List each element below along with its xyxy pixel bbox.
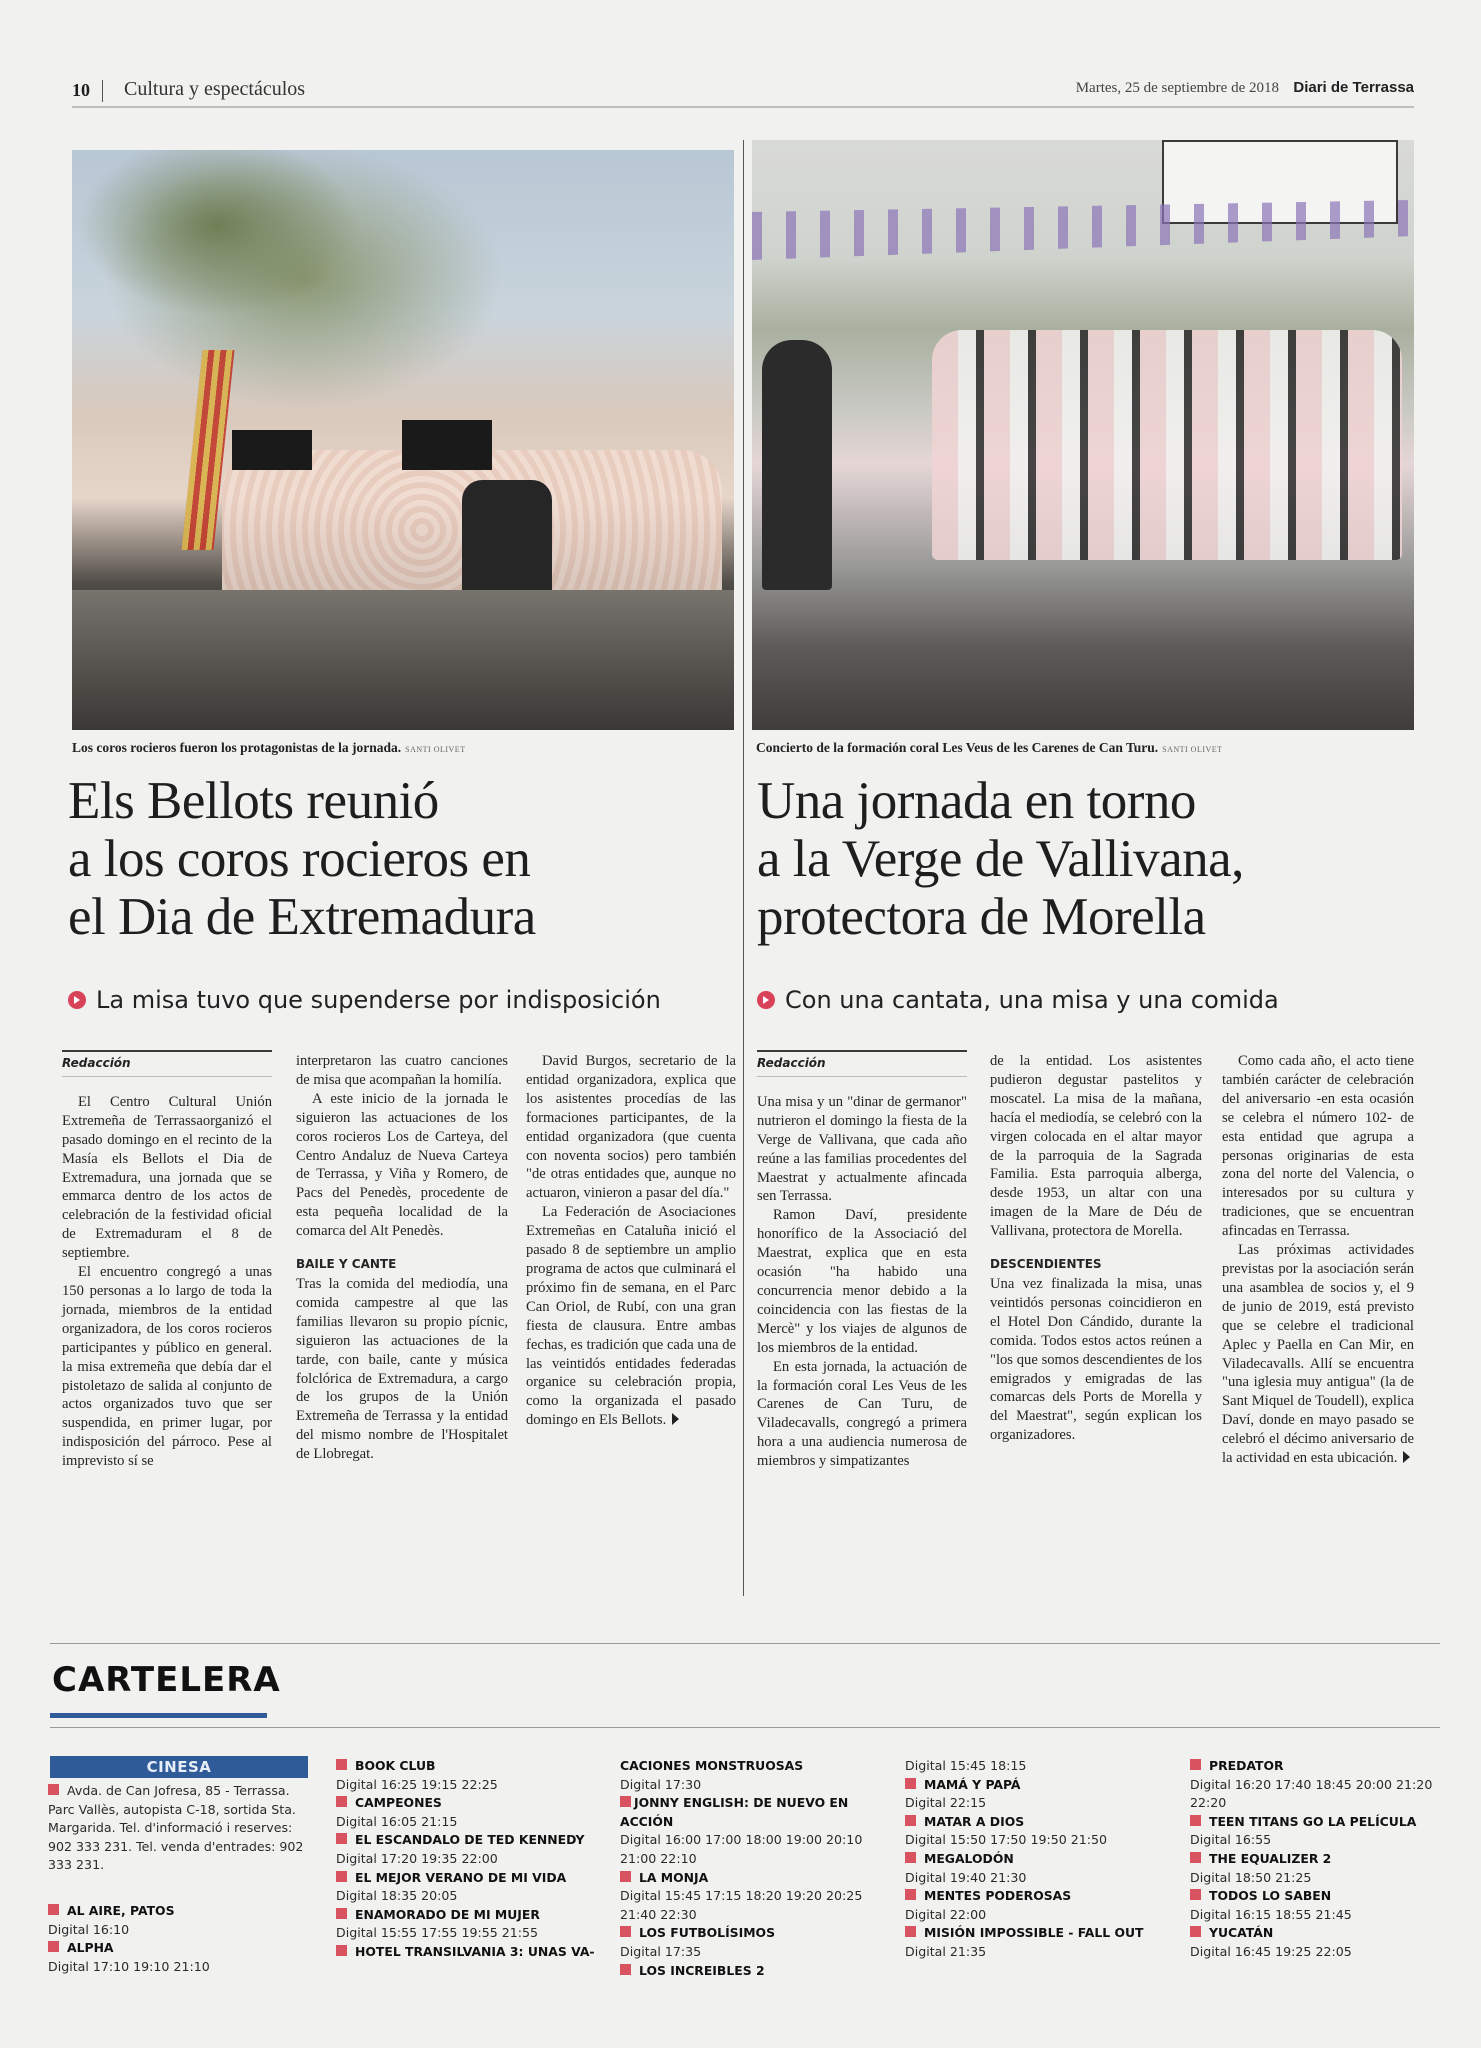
deck-article-2: Con una cantata, una misa y una comida [757, 986, 1279, 1014]
bullet-square-icon [1190, 1926, 1201, 1937]
film-entry: LOS INCREIBLES 2 [620, 1962, 890, 1981]
bullet-square-icon [1190, 1852, 1201, 1863]
film-entry: CACIONES MONSTRUOSAS Digital 17:30 [620, 1758, 804, 1792]
film-entry: MEGALODÓN Digital 19:40 21:30 [905, 1850, 1027, 1885]
photo-conductor [762, 340, 832, 590]
film-entry: TEEN TITANS GO LA PELÍCULA Digital 16:55 [1190, 1813, 1417, 1848]
bullet-square-icon [336, 1759, 347, 1770]
bullet-square-icon [905, 1926, 916, 1937]
photo-credit: SANTI OLIVET [1162, 745, 1223, 754]
headline-article-2: Una jornada en torno a la Verge de Vallivana, protectora de Morella [757, 772, 1244, 946]
bullet-square-icon [1190, 1759, 1201, 1770]
cinema-name-banner: CINESA [50, 1756, 308, 1778]
film-entry: ALPHA Digital 17:10 19:10 21:10 [48, 1940, 210, 1974]
bullet-square-icon [336, 1833, 347, 1844]
header-separator [102, 80, 103, 102]
cinema-address: Avda. de Can Jofresa, 85 - Terrassa. Parc Vallès, autopista C-18, sortida Sta. Margarida. Tel. d'informació i reserves: 902 333 231. Tel. venda d'entrades: 902 333 231. [48, 1783, 304, 1873]
photo-coros-rocieros [72, 150, 734, 730]
film-entry: AL AIRE, PATOS Digital 16:10 [48, 1902, 175, 1937]
page-header [72, 78, 1414, 106]
film-entry: YUCATÁN Digital 16:45 19:25 22:05 [1190, 1925, 1352, 1959]
byline-rule [62, 1050, 272, 1052]
film-entry: TODOS LO SABEN Digital 16:15 18:55 21:45 [1190, 1888, 1352, 1922]
cartelera-column-5 [1190, 1757, 1440, 1962]
film-entry: HOTEL TRANSILVANIA 3: UNAS VA- [336, 1943, 606, 1962]
bullet-square-icon [48, 1941, 59, 1952]
headline-article-1: Els Bellots reunió a los coros rocieros en el Dia de Extremadura [68, 772, 536, 946]
photo-caption-1: Los coros rocieros fueron los protagonistas de la jornada. SANTI OLIVET [72, 740, 466, 755]
bullet-square-icon [905, 1815, 916, 1826]
paragraph: Tras la comida del mediodía, una comida campestre al que las familias llevaron su propio pícnic, siguieron las actuaciones de la tarde, con baile, cante y música folclórica de Extremadura, a cargo de los grupos de la Unión Extremeña de Terrassa y la entidad del mismo nombre de l'Hospitalet de Llobregat. [296, 1275, 508, 1463]
article-1-column-3 [526, 1052, 736, 1430]
cartelera-top-rule [50, 1643, 1440, 1644]
film-entry: LA MONJA Digital 15:45 17:15 18:20 19:20 20:25 21:40 22:30 [620, 1869, 863, 1922]
column-divider [743, 140, 744, 1596]
paragraph: Las próximas actividades previstas por la asociación serán una asamblea de socios y, el 9 de junio de 2019, está previsto que se celebre el tradicional Aplec y Paella en Can Mir, en Viladecavalls. Allí se encuentra "una iglesia muy antigua" (la de Sant Miquel de Toudell), explica Daví, donde en mayo pasado se celebró el décimo aniversario de la actividad en esta ubicación. [1222, 1242, 1414, 1467]
article-1-column-1 [62, 1050, 272, 1471]
bullet-arrow-icon [68, 991, 86, 1009]
paragraph: interpretaron las cuatro canciones de misa que acompañan la homilía. [296, 1053, 508, 1088]
cartelera-rule [50, 1727, 1440, 1728]
byline: Redacción [62, 1054, 272, 1077]
bullet-square-icon [905, 1889, 916, 1900]
film-entry: PREDATOR Digital 16:20 17:40 18:45 20:00 21:20 22:20 [1190, 1758, 1433, 1811]
film-entry: MISIÓN IMPOSSIBLE - FALL OUT Digital 21:35 [905, 1925, 1144, 1959]
film-entry: MENTES PODEROSAS Digital 22:00 [905, 1888, 1072, 1922]
photo-stage [72, 590, 734, 730]
bullet-arrow-icon [757, 991, 775, 1009]
bullet-square-icon [336, 1796, 347, 1807]
film-entry: JONNY ENGLISH: DE NUEVO EN ACCIÓN Digital 16:00 17:00 18:00 19:00 20:10 21:00 22:10 [620, 1795, 863, 1866]
cartelera-column-4 [905, 1757, 1175, 1962]
section-name: Cultura y espectáculos [124, 78, 306, 100]
bullet-square-icon [48, 1904, 59, 1915]
article-2-column-1 [757, 1050, 967, 1471]
bullet-square-icon [1190, 1889, 1201, 1900]
issue-date: Martes, 25 de septiembre de 2018 [1075, 80, 1279, 96]
bullet-square-icon [620, 1964, 631, 1975]
film-entry: LOS FUTBOLÍSIMOS Digital 17:35 [620, 1925, 776, 1959]
film-entry: THE EQUALIZER 2 Digital 18:50 21:25 [1190, 1850, 1332, 1885]
photo-coral-les-veus [752, 140, 1414, 730]
photo-caption-2: Concierto de la formación coral Les Veus de les Carenes de Can Turu. SANTI OLIVET [756, 740, 1223, 755]
paragraph: Una misa y un "dinar de germanor" nutrieron el domingo la fiesta de la Verge de Vallivana, que cada año reúne a las familias procedentes del Maestrat y actualmente afincada sen Terrassa. [757, 1093, 967, 1205]
bullet-square-icon [48, 1784, 59, 1795]
paragraph: La Federación de Asociaciones Extremeñas en Cataluña inició el pasado 8 de septiembre un amplio programa de actos que culminará el próximo fin de semana, en el Parc Can Oriol, de Rubí, con una gran fiesta de clausura. Entre ambas fechas, es tradición que cada una de las veintidós entidades federadas organice su celebración propia, como la organizada el pasado domingo en Els Bellots. [526, 1204, 736, 1429]
bullet-square-icon [336, 1945, 347, 1956]
bullet-square-icon [620, 1796, 631, 1807]
page-number: 10 [72, 80, 90, 100]
photo-guitarist [462, 480, 552, 590]
subhead: DESCENDIENTES [990, 1257, 1102, 1272]
cartelera-column-3 [620, 1757, 890, 1980]
bullet-square-icon [620, 1926, 631, 1937]
bullet-square-icon [905, 1852, 916, 1863]
film-entry: CAMPEONES Digital 16:05 21:15 [336, 1795, 458, 1829]
paragraph: Como cada año, el acto tiene también carácter de celebración del aniversario -en esta ocasión se celebra el número 102- de esta entidad que agrupa a personas originarias de esta zona del norte del Valencia, o interesados por su cultura y tradiciones, que se encuentran afincadas en Terrassa. [1222, 1053, 1414, 1240]
bullet-square-icon [336, 1871, 347, 1882]
end-mark-icon [1403, 1451, 1410, 1463]
film-entry: MAMÁ Y PAPÁ Digital 22:15 [905, 1776, 1021, 1811]
film-entry: ENAMORADO DE MI MUJER Digital 15:55 17:55 19:55 21:55 [336, 1906, 540, 1941]
article-2-column-2 [990, 1052, 1202, 1445]
subhead: BAILE Y CANTE [296, 1257, 397, 1272]
paragraph: David Burgos, secretario de la entidad organizadora, explica que los asistentes procedías de las formaciones participantes, de la entidad organizadora (que cuenta con noventa socios) pero también "de otras entidades que, aunque no actuaron, vinieron a pasar del día." [526, 1053, 736, 1202]
byline-rule [757, 1050, 967, 1052]
paragraph: En esta jornada, la actuación de la formación coral Les Veus de les Carenes de Can Turu, de Viladecavalls, congregó a primera hora a una audiencia numerosa de miembros y simpatizantes [757, 1358, 967, 1470]
end-mark-icon [672, 1413, 679, 1425]
photo-credit: SANTI OLIVET [405, 745, 466, 754]
paragraph: Ramon Daví, presidente honorífico de la Associació del Maestrat, explica que en esta ocasión "ha habido una concurrencia menor debido a la coincidencia con las fiestas de la Mercè" y los viajes de algunos de los miembros de la entidad. [757, 1207, 967, 1356]
paragraph: El encuentro congregó a unas 150 personas a lo largo de toda la jornada, miembros de la entidad organizadora, de los coros rocieros participantes y público en general. la misa extremeña que debía dar el pistoletazo de salida al conjunto de actos organizados tuvo que ser suspendida, en primer lugar, por indisposición del párroco. Pese al imprevisto sí se [62, 1264, 272, 1470]
bullet-square-icon [620, 1871, 631, 1882]
newspaper-name: Diari de Terrassa [1293, 79, 1414, 96]
bullet-square-icon [905, 1778, 916, 1789]
film-entry: Digital 15:45 18:15 [905, 1758, 1027, 1773]
film-entry: MATAR A DIOS Digital 15:50 17:50 19:50 21:50 [905, 1813, 1108, 1848]
article-2-column-3 [1222, 1052, 1414, 1468]
cartelera-accent-bar [50, 1713, 267, 1718]
photo-bunting [752, 200, 1414, 260]
paragraph: El Centro Cultural Unión Extremeña de Terrassaorganizó el pasado domingo en el recinto de la Masía els Bellots el Dia de Extremadura, una jornada que se emmarca dentro de los actos de celebración de la festividad oficial de Extremaduram el 8 de septiembre. [62, 1093, 272, 1262]
header-rule [72, 106, 1414, 108]
paragraph: de la entidad. Los asistentes pudieron degustar pastelitos y moscatel. La misa de la mañana, hacía el mediodía, se celebró con la virgen colocada en el altar mayor de la parroquia de la Sagrada Familia. Esta parroquia alberga, desde 1953, un altar con una imagen de la Mare de Déu de Vallivana, protectora de Morella. [990, 1053, 1202, 1240]
film-entry: EL MEJOR VERANO DE MI VIDA Digital 18:35 20:05 [336, 1869, 567, 1904]
cartelera-title: CARTELERA [52, 1660, 281, 1700]
byline: Redacción [757, 1054, 967, 1077]
deck-article-1: La misa tuvo que supenderse por indisposición [68, 986, 661, 1014]
photo-music-stand [232, 430, 312, 470]
photo-choir [932, 330, 1402, 560]
paragraph: Una vez finalizada la misa, unas veintidós personas coincidieron en el Hotel Don Cándido, durante la comida. Todos estos actos reúnen a "los que somos descendientes de los emigrados y emigradas de las comarcas dels Ports de Morella y del Maestrat", según explican los organizadores. [990, 1275, 1202, 1444]
film-entry: EL ESCANDALO DE TED KENNEDY Digital 17:20 19:35 22:00 [336, 1832, 585, 1866]
photo-music-stand [402, 420, 492, 470]
film-entry: BOOK CLUB Digital 16:25 19:15 22:25 [336, 1758, 498, 1792]
bullet-square-icon [336, 1908, 347, 1919]
article-1-column-2 [296, 1052, 508, 1464]
cartelera-column-1 [48, 1782, 310, 1976]
paragraph: A este inicio de la jornada le siguieron las actuaciones de los coros rocieros Los de Carteya, del Centro Andaluz de Nueva Carteya de Terrassa, y Viña y Romero, de Pacs del Penedès, procedente de esta pequeña localidad de la comarca del Alt Penedès. [296, 1090, 508, 1240]
bullet-square-icon [1190, 1815, 1201, 1826]
cartelera-column-2 [336, 1757, 606, 1962]
